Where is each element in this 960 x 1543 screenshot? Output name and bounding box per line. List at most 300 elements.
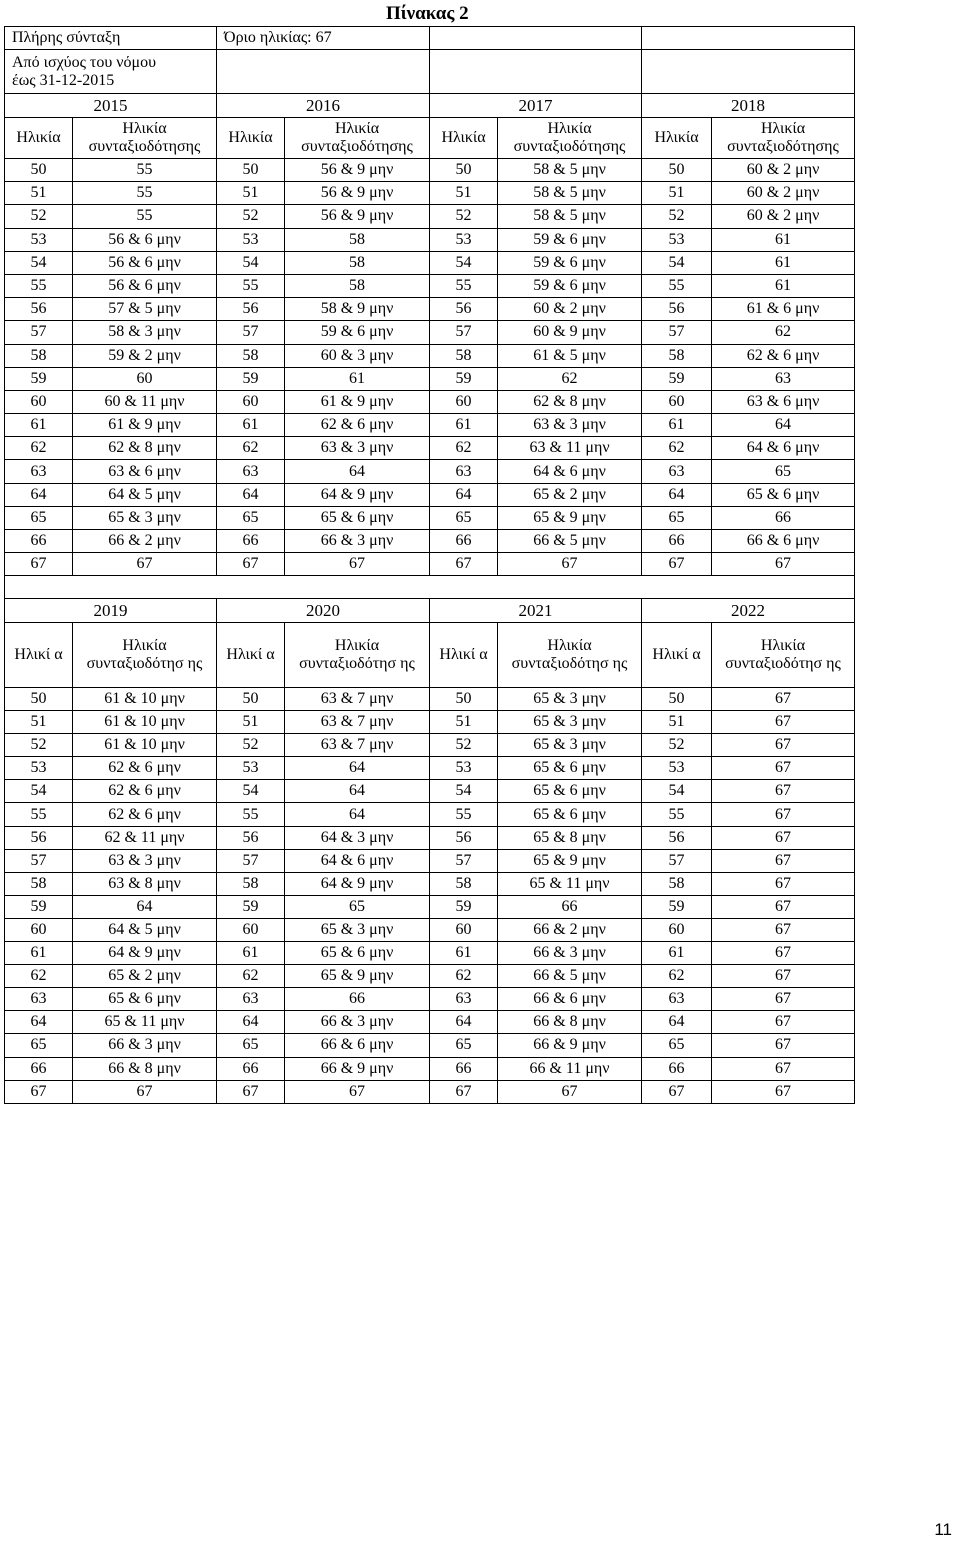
pension-age-cell: 67	[712, 1034, 855, 1057]
age-cell: 62	[642, 437, 712, 460]
age-cell: 66	[5, 1057, 73, 1080]
age-cell: 57	[430, 849, 498, 872]
age-cell: 62	[5, 437, 73, 460]
age-cell: 52	[642, 205, 712, 228]
age-cell: 63	[217, 460, 285, 483]
age-cell: 58	[642, 872, 712, 895]
age-cell: 50	[5, 159, 73, 182]
pension-age-cell: 65 & 6 μην	[498, 803, 642, 826]
pension-age-cell: 67	[712, 872, 855, 895]
age-cell: 53	[217, 228, 285, 251]
pension-age-cell: 63 & 11 μην	[498, 437, 642, 460]
age-cell: 53	[430, 228, 498, 251]
table-row	[5, 321, 855, 344]
pension-age-cell: 65 & 3 μην	[498, 734, 642, 757]
age-cell: 61	[217, 414, 285, 437]
age-cell: 66	[217, 1057, 285, 1080]
pension-age-cell: 65 & 9 μην	[498, 506, 642, 529]
table-row	[5, 414, 855, 437]
age-cell: 57	[217, 849, 285, 872]
age-cell: 57	[217, 321, 285, 344]
age-cell: 54	[430, 251, 498, 274]
age-header: Ηλικία	[5, 118, 73, 159]
age-cell: 53	[5, 757, 73, 780]
pension-age-cell: 67	[498, 553, 642, 576]
pension-age-cell: 61 & 10 μην	[73, 711, 217, 734]
pension-age-cell: 60 & 11 μην	[73, 390, 217, 413]
page-title: Πίνακας 2	[386, 3, 469, 24]
age-cell: 50	[642, 159, 712, 182]
pension-age-cell: 59 & 6 μην	[285, 321, 430, 344]
pension-age-header: Ηλικία συνταξιοδότησης	[712, 118, 855, 159]
pension-age-cell: 67	[712, 734, 855, 757]
age-header: Ηλικία	[642, 118, 712, 159]
pension-age-cell: 61 & 5 μην	[498, 344, 642, 367]
age-cell: 56	[430, 826, 498, 849]
age-cell: 62	[430, 437, 498, 460]
pension-age-cell: 58 & 3 μην	[73, 321, 217, 344]
pension-age-cell: 67	[712, 918, 855, 941]
table-row	[5, 367, 855, 390]
table-row	[5, 553, 855, 576]
pension-age-cell: 59 & 2 μην	[73, 344, 217, 367]
pension-age-header: Ηλικία συνταξιοδότησης	[73, 118, 217, 159]
pension-age-cell: 65 & 6 μην	[285, 942, 430, 965]
age-cell: 52	[430, 205, 498, 228]
age-cell: 61	[5, 942, 73, 965]
spacer-row	[5, 576, 855, 599]
pension-age-cell: 58	[285, 228, 430, 251]
pension-age-cell: 61	[712, 274, 855, 297]
pension-age-cell: 61 & 10 μην	[73, 734, 217, 757]
pension-age-cell: 62 & 6 μην	[73, 757, 217, 780]
pension-age-cell: 64	[285, 757, 430, 780]
age-cell: 60	[217, 918, 285, 941]
pension-age-cell: 60 & 9 μην	[498, 321, 642, 344]
age-cell: 58	[217, 344, 285, 367]
age-cell: 56	[430, 298, 498, 321]
age-cell: 51	[642, 711, 712, 734]
pension-age-cell: 65 & 8 μην	[498, 826, 642, 849]
age-cell: 54	[642, 251, 712, 274]
age-header: Ηλικία	[217, 118, 285, 159]
pension-age-cell: 64	[285, 803, 430, 826]
pension-age-cell: 66 & 6 μην	[498, 988, 642, 1011]
pension-age-cell: 63 & 6 μην	[73, 460, 217, 483]
pension-age-cell: 60 & 2 μην	[712, 182, 855, 205]
empty-cell	[217, 50, 430, 94]
pension-age-cell: 56 & 9 μην	[285, 182, 430, 205]
age-cell: 53	[217, 757, 285, 780]
pension-age-cell: 66 & 9 μην	[285, 1057, 430, 1080]
pension-age-cell: 62 & 6 μην	[712, 344, 855, 367]
age-cell: 64	[217, 1011, 285, 1034]
pension-age-cell: 65 & 2 μην	[498, 483, 642, 506]
table-row	[5, 711, 855, 734]
age-cell: 55	[430, 274, 498, 297]
age-cell: 54	[5, 780, 73, 803]
table-row	[5, 849, 855, 872]
age-cell: 53	[430, 757, 498, 780]
age-cell: 53	[5, 228, 73, 251]
year-header: 2016	[217, 94, 430, 118]
pension-age-header: Ηλικία συνταξιοδότησ ης	[712, 623, 855, 688]
age-header: Ηλικί α	[217, 623, 285, 688]
pension-age-cell: 66	[285, 988, 430, 1011]
table-row	[5, 344, 855, 367]
age-cell: 55	[5, 803, 73, 826]
pension-age-cell: 58 & 5 μην	[498, 205, 642, 228]
age-cell: 59	[430, 895, 498, 918]
age-cell: 52	[430, 734, 498, 757]
pension-age-cell: 63 & 8 μην	[73, 872, 217, 895]
table-row	[5, 251, 855, 274]
pension-age-cell: 65 & 11 μην	[73, 1011, 217, 1034]
pension-age-cell: 64 & 6 μην	[498, 460, 642, 483]
pension-age-cell: 64	[285, 780, 430, 803]
pension-age-cell: 66 & 5 μην	[498, 965, 642, 988]
age-cell: 50	[430, 688, 498, 711]
table-row	[5, 530, 855, 553]
in-force-text: Από ισχύος του νόμου	[12, 53, 157, 71]
age-cell: 65	[642, 1034, 712, 1057]
pension-age-cell: 66 & 8 μην	[73, 1057, 217, 1080]
age-cell: 51	[430, 711, 498, 734]
pension-age-cell: 67	[498, 1080, 642, 1103]
year-header: 2015	[5, 94, 217, 118]
age-cell: 59	[430, 367, 498, 390]
age-cell: 59	[5, 895, 73, 918]
age-cell: 67	[217, 1080, 285, 1103]
age-cell: 51	[217, 711, 285, 734]
age-header: Ηλικί α	[5, 623, 73, 688]
age-cell: 55	[217, 274, 285, 297]
age-cell: 66	[430, 530, 498, 553]
pension-age-cell: 67	[73, 1080, 217, 1103]
pension-age-cell: 67	[712, 942, 855, 965]
empty-cell	[642, 27, 855, 50]
age-cell: 59	[217, 895, 285, 918]
table-row	[5, 205, 855, 228]
empty-cell	[5, 576, 855, 599]
pension-age-cell: 67	[712, 688, 855, 711]
pension-age-cell: 63 & 7 μην	[285, 711, 430, 734]
pension-age-cell: 59 & 6 μην	[498, 228, 642, 251]
pension-age-cell: 66 & 2 μην	[498, 918, 642, 941]
table-row	[5, 872, 855, 895]
empty-cell	[642, 50, 855, 94]
age-cell: 64	[642, 1011, 712, 1034]
pension-age-cell: 56 & 6 μην	[73, 251, 217, 274]
table-row	[5, 298, 855, 321]
age-cell: 53	[642, 757, 712, 780]
table-row	[5, 182, 855, 205]
age-cell: 52	[642, 734, 712, 757]
pension-age-header: Ηλικία συνταξιοδότησ ης	[73, 623, 217, 688]
age-cell: 61	[430, 942, 498, 965]
age-cell: 66	[642, 1057, 712, 1080]
age-cell: 56	[642, 826, 712, 849]
age-cell: 64	[430, 483, 498, 506]
age-cell: 51	[217, 182, 285, 205]
table-row	[5, 942, 855, 965]
year-header: 2017	[430, 94, 642, 118]
age-cell: 67	[5, 1080, 73, 1103]
pension-age-cell: 64 & 3 μην	[285, 826, 430, 849]
age-cell: 54	[217, 780, 285, 803]
age-cell: 54	[430, 780, 498, 803]
pension-age-cell: 63 & 3 μην	[285, 437, 430, 460]
age-header: Ηλικί α	[430, 623, 498, 688]
pension-age-cell: 65	[285, 895, 430, 918]
pension-age-cell: 67	[712, 803, 855, 826]
age-cell: 66	[217, 530, 285, 553]
table-row	[5, 483, 855, 506]
age-cell: 64	[217, 483, 285, 506]
pension-age-cell: 66 & 9 μην	[498, 1034, 642, 1057]
pension-age-cell: 67	[285, 1080, 430, 1103]
age-cell: 63	[642, 988, 712, 1011]
age-header: Ηλικία	[430, 118, 498, 159]
pension-age-cell: 65 & 6 μην	[73, 988, 217, 1011]
pension-age-cell: 64	[285, 460, 430, 483]
age-cell: 57	[642, 321, 712, 344]
pension-age-cell: 66	[498, 895, 642, 918]
age-cell: 65	[642, 506, 712, 529]
year-header: 2022	[642, 599, 855, 623]
pension-age-cell: 58 & 5 μην	[498, 159, 642, 182]
pension-age-cell: 61 & 9 μην	[73, 414, 217, 437]
pension-age-cell: 60	[73, 367, 217, 390]
pension-age-cell: 65 & 3 μην	[498, 688, 642, 711]
age-cell: 58	[430, 872, 498, 895]
pension-age-cell: 65 & 6 μην	[712, 483, 855, 506]
pension-age-cell: 64 & 9 μην	[73, 942, 217, 965]
age-cell: 65	[5, 1034, 73, 1057]
age-cell: 63	[642, 460, 712, 483]
age-cell: 56	[5, 826, 73, 849]
age-cell: 62	[642, 965, 712, 988]
age-cell: 62	[217, 965, 285, 988]
pension-age-header: Ηλικία συνταξιοδότησης	[498, 118, 642, 159]
table-row	[5, 437, 855, 460]
pension-age-cell: 56 & 9 μην	[285, 159, 430, 182]
age-cell: 59	[217, 367, 285, 390]
validity-label	[5, 50, 217, 94]
age-cell: 63	[217, 988, 285, 1011]
age-cell: 64	[5, 1011, 73, 1034]
pension-age-cell: 67	[712, 826, 855, 849]
table-row	[5, 988, 855, 1011]
pension-age-cell: 63 & 7 μην	[285, 734, 430, 757]
pension-age-cell: 64 & 5 μην	[73, 918, 217, 941]
age-cell: 55	[430, 803, 498, 826]
pension-age-cell: 61	[285, 367, 430, 390]
pension-age-cell: 55	[73, 159, 217, 182]
age-cell: 60	[642, 390, 712, 413]
table-row	[5, 1080, 855, 1103]
pension-age-cell: 67	[712, 895, 855, 918]
age-cell: 52	[217, 734, 285, 757]
age-header: Ηλικί α	[642, 623, 712, 688]
pension-age-cell: 65 & 9 μην	[285, 965, 430, 988]
pension-age-cell: 56 & 6 μην	[73, 228, 217, 251]
age-cell: 63	[430, 460, 498, 483]
age-cell: 58	[5, 872, 73, 895]
age-cell: 61	[5, 414, 73, 437]
age-cell: 62	[5, 965, 73, 988]
full-pension-label: Πλήρης σύνταξη	[5, 27, 217, 50]
pension-age-cell: 66 & 3 μην	[285, 530, 430, 553]
pension-age-cell: 65 & 6 μην	[498, 757, 642, 780]
table-row	[5, 895, 855, 918]
age-cell: 58	[217, 872, 285, 895]
age-cell: 50	[217, 159, 285, 182]
age-cell: 67	[642, 1080, 712, 1103]
pension-age-cell: 66 & 11 μην	[498, 1057, 642, 1080]
age-cell: 54	[5, 251, 73, 274]
table-row	[5, 826, 855, 849]
pension-age-cell: 67	[712, 553, 855, 576]
pension-table-2019-2022	[4, 598, 855, 1104]
age-cell: 50	[642, 688, 712, 711]
age-cell: 51	[5, 711, 73, 734]
pension-age-cell: 67	[712, 1057, 855, 1080]
age-cell: 64	[430, 1011, 498, 1034]
pension-age-cell: 67	[712, 1011, 855, 1034]
table-row	[5, 757, 855, 780]
age-cell: 53	[642, 228, 712, 251]
age-cell: 65	[217, 1034, 285, 1057]
pension-age-cell: 64	[712, 414, 855, 437]
pension-age-cell: 61	[712, 228, 855, 251]
pension-age-cell: 63 & 6 μην	[712, 390, 855, 413]
pension-age-cell: 57 & 5 μην	[73, 298, 217, 321]
pension-age-cell: 67	[712, 988, 855, 1011]
pension-age-cell: 67	[73, 553, 217, 576]
table-row	[5, 918, 855, 941]
pension-age-cell: 67	[712, 711, 855, 734]
age-cell: 58	[642, 344, 712, 367]
age-cell: 54	[217, 251, 285, 274]
table-row	[5, 780, 855, 803]
age-cell: 52	[5, 205, 73, 228]
age-cell: 52	[5, 734, 73, 757]
age-cell: 59	[642, 895, 712, 918]
pension-age-cell: 60 & 2 μην	[712, 159, 855, 182]
pension-age-cell: 67	[712, 965, 855, 988]
age-cell: 60	[5, 918, 73, 941]
pension-age-cell: 63 & 3 μην	[73, 849, 217, 872]
pension-age-cell: 55	[73, 182, 217, 205]
age-cell: 55	[217, 803, 285, 826]
age-cell: 54	[642, 780, 712, 803]
pension-age-cell: 63 & 7 μην	[285, 688, 430, 711]
page-number: 11	[934, 1520, 952, 1539]
age-cell: 65	[5, 506, 73, 529]
table-row	[5, 1034, 855, 1057]
pension-age-cell: 62 & 6 μην	[73, 803, 217, 826]
pension-age-cell: 61 & 10 μην	[73, 688, 217, 711]
pension-age-cell: 66 & 6 μην	[712, 530, 855, 553]
pension-age-cell: 58	[285, 251, 430, 274]
pension-age-cell: 65 & 9 μην	[498, 849, 642, 872]
pension-age-cell: 65 & 3 μην	[285, 918, 430, 941]
age-cell: 50	[217, 688, 285, 711]
pension-age-cell: 62 & 8 μην	[498, 390, 642, 413]
pension-age-cell: 63	[712, 367, 855, 390]
pension-age-cell: 67	[712, 757, 855, 780]
age-cell: 51	[5, 182, 73, 205]
age-cell: 57	[5, 321, 73, 344]
pension-age-cell: 64 & 5 μην	[73, 483, 217, 506]
age-cell: 67	[217, 553, 285, 576]
pension-age-cell: 62 & 6 μην	[285, 414, 430, 437]
until-date-text: έως 31-12-2015	[12, 71, 115, 89]
pension-age-cell: 66 & 2 μην	[73, 530, 217, 553]
pension-age-cell: 66 & 3 μην	[285, 1011, 430, 1034]
age-cell: 56	[5, 298, 73, 321]
age-cell: 55	[642, 274, 712, 297]
pension-age-cell: 60 & 3 μην	[285, 344, 430, 367]
pension-age-cell: 65 & 3 μην	[498, 711, 642, 734]
pension-age-cell: 61 & 6 μην	[712, 298, 855, 321]
pension-age-header: Ηλικία συνταξιοδότησ ης	[498, 623, 642, 688]
age-cell: 60	[5, 390, 73, 413]
pension-age-cell: 66 & 3 μην	[73, 1034, 217, 1057]
pension-age-cell: 67	[712, 849, 855, 872]
age-cell: 67	[430, 553, 498, 576]
pension-age-cell: 55	[73, 205, 217, 228]
age-cell: 62	[430, 965, 498, 988]
age-cell: 67	[5, 553, 73, 576]
age-cell: 64	[642, 483, 712, 506]
age-cell: 63	[430, 988, 498, 1011]
table-row	[5, 460, 855, 483]
table-row	[5, 965, 855, 988]
pension-age-cell: 58 & 9 μην	[285, 298, 430, 321]
pension-age-cell: 59 & 6 μην	[498, 274, 642, 297]
pension-age-cell: 67	[712, 1080, 855, 1103]
pension-age-cell: 65 & 6 μην	[498, 780, 642, 803]
table-row	[5, 803, 855, 826]
pension-age-cell: 62 & 11 μην	[73, 826, 217, 849]
pension-age-cell: 66	[712, 506, 855, 529]
pension-age-cell: 62	[712, 321, 855, 344]
age-cell: 50	[430, 159, 498, 182]
pension-age-cell: 67	[285, 553, 430, 576]
pension-age-cell: 64 & 9 μην	[285, 483, 430, 506]
year-header: 2018	[642, 94, 855, 118]
table-row	[5, 688, 855, 711]
age-cell: 51	[642, 182, 712, 205]
pension-age-cell: 64	[73, 895, 217, 918]
table-row	[5, 506, 855, 529]
pension-age-cell: 58	[285, 274, 430, 297]
age-cell: 60	[642, 918, 712, 941]
age-cell: 61	[430, 414, 498, 437]
age-cell: 56	[217, 826, 285, 849]
age-cell: 57	[642, 849, 712, 872]
table-row	[5, 159, 855, 182]
age-cell: 67	[430, 1080, 498, 1103]
pension-age-cell: 65 & 6 μην	[285, 506, 430, 529]
age-cell: 51	[430, 182, 498, 205]
pension-age-cell: 65	[712, 460, 855, 483]
age-cell: 65	[430, 1034, 498, 1057]
age-cell: 58	[5, 344, 73, 367]
age-cell: 61	[642, 942, 712, 965]
